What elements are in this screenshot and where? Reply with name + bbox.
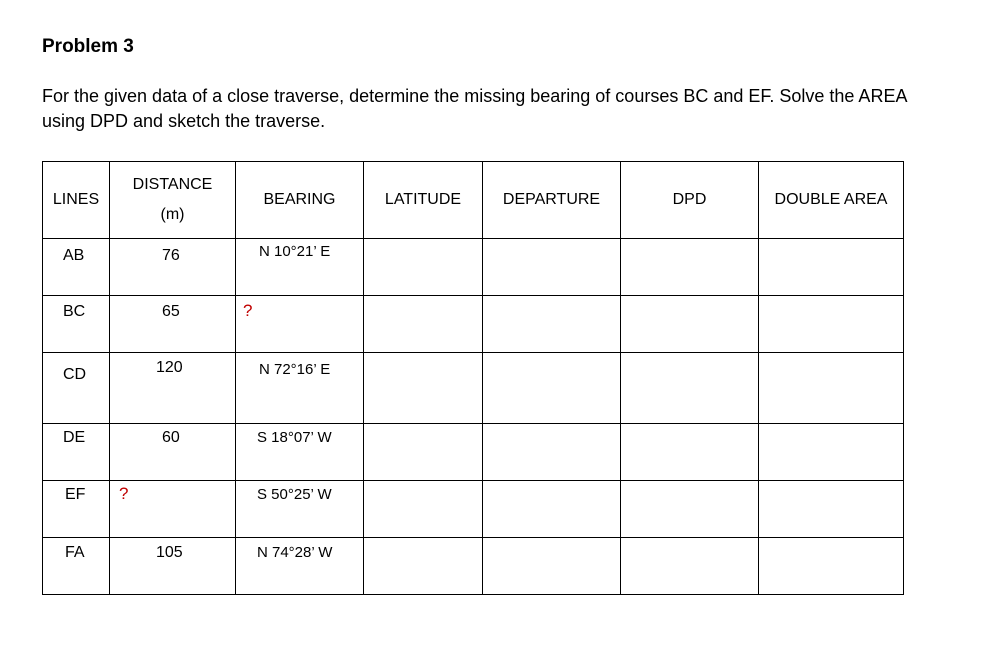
double-area-cell bbox=[759, 538, 904, 595]
double-area-cell bbox=[759, 239, 904, 296]
distance-cell bbox=[110, 481, 236, 538]
bearing-cell: N 74°28’ W bbox=[236, 538, 364, 595]
double-area-cell bbox=[759, 296, 904, 353]
double-area-cell bbox=[759, 481, 904, 538]
bearing-cell: N 10°21’ E bbox=[236, 239, 364, 296]
latitude-cell bbox=[364, 239, 483, 296]
header-distance-label: DISTANCE bbox=[132, 176, 213, 193]
table-row-ef bbox=[43, 481, 904, 538]
dpd-cell bbox=[621, 481, 759, 538]
table-row-ab bbox=[43, 239, 904, 296]
double-area-cell bbox=[759, 424, 904, 481]
dpd-cell bbox=[621, 424, 759, 481]
departure-cell bbox=[483, 538, 621, 595]
line-cell: FA bbox=[43, 538, 110, 595]
header-lines: LINES bbox=[43, 162, 110, 239]
dpd-cell bbox=[621, 538, 759, 595]
line-cell: DE bbox=[43, 424, 110, 481]
bearing-cell: N 72°16’ E bbox=[236, 353, 364, 424]
problem-statement: For the given data of a close traverse, determine the missing bearing of courses BC and EF. Solve the AREA using DPD and sketch the traverse. bbox=[42, 86, 907, 131]
line-cell: AB bbox=[43, 239, 110, 296]
table-row-de bbox=[43, 424, 904, 481]
latitude-cell bbox=[364, 353, 483, 424]
dpd-cell bbox=[621, 353, 759, 424]
departure-cell bbox=[483, 239, 621, 296]
header-row bbox=[43, 162, 904, 239]
problem-title: Problem 3 bbox=[42, 36, 134, 57]
traverse-table bbox=[42, 161, 904, 595]
distance-cell: 76 bbox=[110, 239, 236, 296]
table-row-bc bbox=[43, 296, 904, 353]
table-row-cd bbox=[43, 353, 904, 424]
latitude-cell bbox=[364, 538, 483, 595]
line-cell: EF bbox=[43, 481, 110, 538]
missing-bearing-mark: ? bbox=[243, 301, 253, 320]
latitude-cell bbox=[364, 424, 483, 481]
bearing-cell bbox=[236, 296, 364, 353]
distance-cell: 105 bbox=[110, 538, 236, 595]
header-dpd: DPD bbox=[621, 162, 759, 239]
header-departure: DEPARTURE bbox=[483, 162, 621, 239]
latitude-cell bbox=[364, 296, 483, 353]
departure-cell bbox=[483, 481, 621, 538]
header-distance bbox=[110, 162, 236, 239]
dpd-cell bbox=[621, 239, 759, 296]
distance-cell: 60 bbox=[110, 424, 236, 481]
bearing-cell: S 18°07’ W bbox=[236, 424, 364, 481]
table-row-fa bbox=[43, 538, 904, 595]
header-distance-unit: (m) bbox=[160, 206, 185, 223]
distance-cell: 65 bbox=[110, 296, 236, 353]
dpd-cell bbox=[621, 296, 759, 353]
header-latitude: LATITUDE bbox=[364, 162, 483, 239]
latitude-cell bbox=[364, 481, 483, 538]
departure-cell bbox=[483, 424, 621, 481]
distance-cell: 120 bbox=[110, 353, 236, 424]
departure-cell bbox=[483, 353, 621, 424]
header-bearing: BEARING bbox=[236, 162, 364, 239]
departure-cell bbox=[483, 296, 621, 353]
header-double-area: DOUBLE AREA bbox=[759, 162, 904, 239]
missing-distance-mark: ? bbox=[119, 484, 129, 503]
line-cell: BC bbox=[43, 296, 110, 353]
line-cell: CD bbox=[43, 353, 110, 424]
bearing-cell: S 50°25’ W bbox=[236, 481, 364, 538]
double-area-cell bbox=[759, 353, 904, 424]
